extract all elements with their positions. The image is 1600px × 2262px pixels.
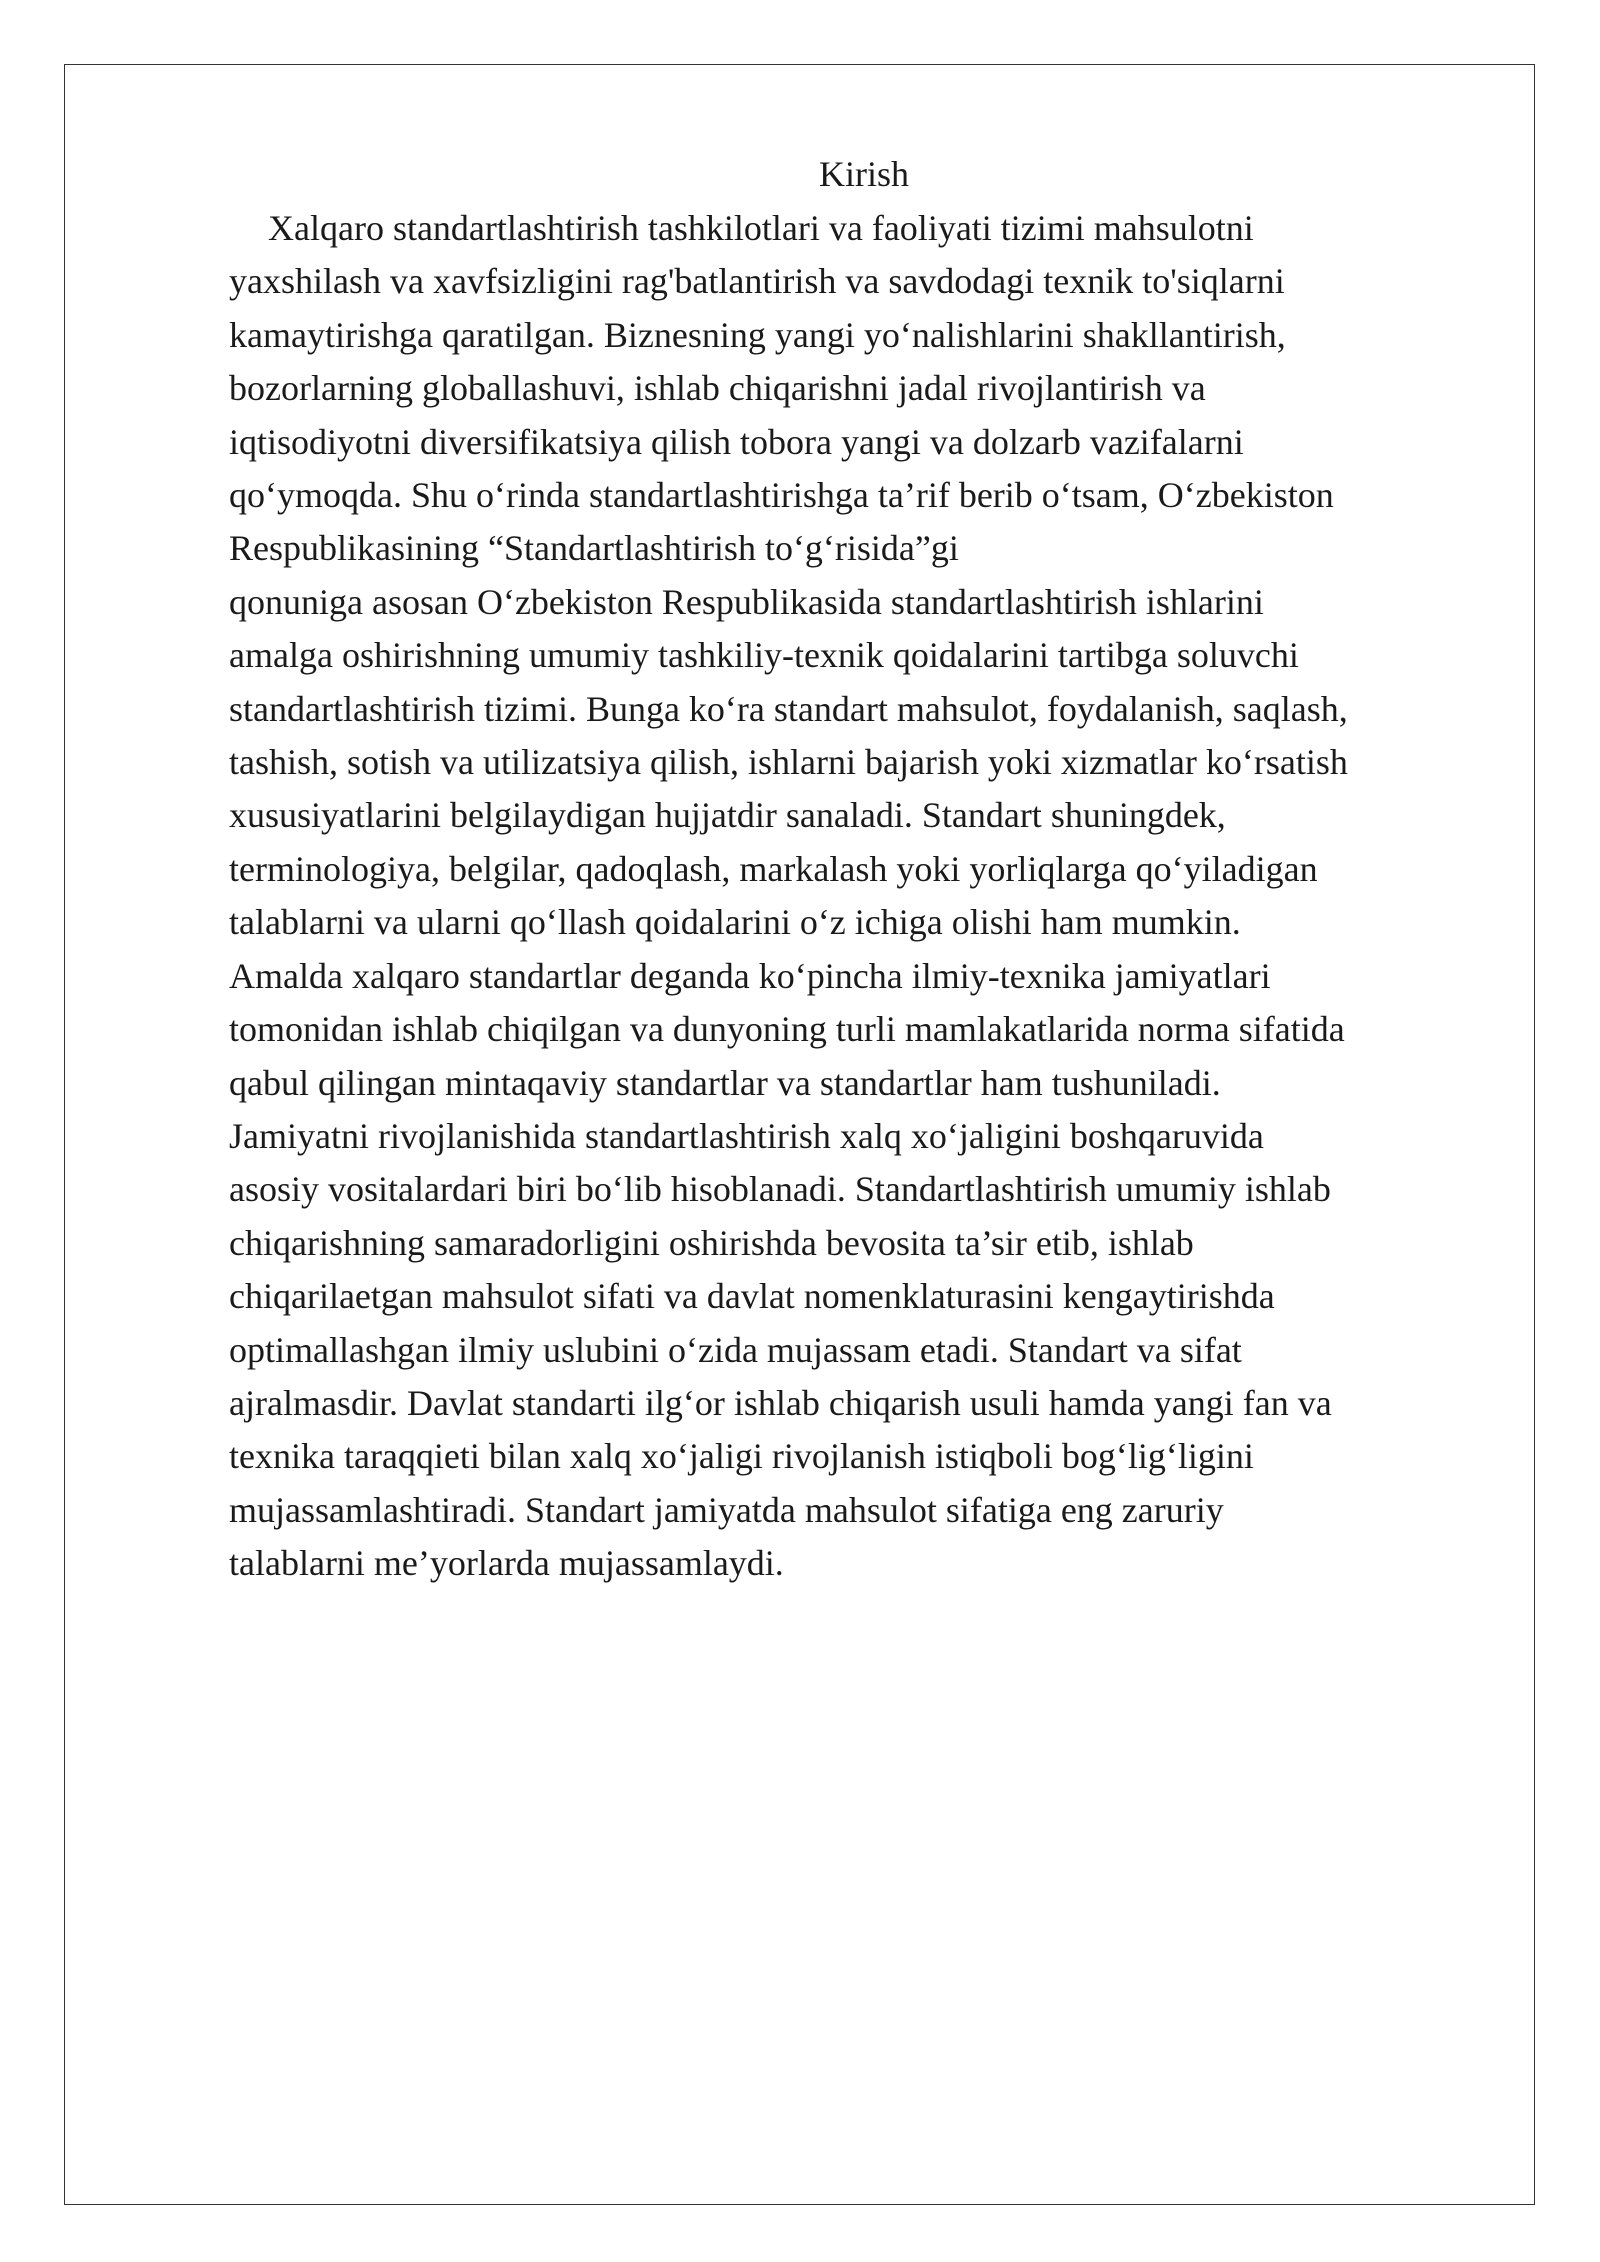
text-line: qonuniga asosan O‘zbekiston Respublikasida standartlashtirish ishlarini — [229, 581, 1264, 622]
text-line: tomonidan ishlab chiqilgan va dunyoning turli mamlakatlarida norma sifatida — [229, 1009, 1345, 1050]
document-title: Kirish — [819, 154, 909, 194]
text-line: chiqarishning samaradorligini oshirishda bevosita ta’sir etib, ishlab — [229, 1222, 1194, 1263]
text-line: yaxshilash va xavfsizligini rag'batlantirish va savdodagi texnik to'siqlarni — [229, 261, 1285, 302]
text-line: qo‘ymoqda. Shu o‘rinda standartlashtirishga ta’rif berib o‘tsam, O‘zbekiston — [229, 475, 1334, 516]
text-line: chiqarilaetgan mahsulot sifati va davlat nomenklaturasini kengaytirishda — [229, 1276, 1275, 1317]
text-line: optimallashgan ilmiy uslubini o‘zida mujassam etadi. Standart va sifat — [229, 1329, 1242, 1370]
text-line: terminologiya, belgilar, qadoqlash, markalash yoki yorliqlarga qo‘yiladigan — [229, 848, 1318, 889]
text-line: texnika taraqqieti bilan xalq xo‘jaligi rivojlanish istiqboli bog‘lig‘ligini — [229, 1436, 1254, 1477]
text-line: qabul qilingan mintaqaviy standartlar va standartlar ham tushuniladi. — [229, 1062, 1221, 1103]
text-line: mujassamlashtiradi. Standart jamiyatda mahsulot sifatiga eng zaruriy — [229, 1489, 1224, 1530]
text-line: Respublikasining “Standartlashtirish to‘g‘risida”gi — [229, 528, 959, 569]
text-line: Jamiyatni rivojlanishida standartlashtirish xalq xo‘jaligini boshqaruvida — [229, 1115, 1264, 1156]
text-line: bozorlarning globallashuvi, ishlab chiqarishni jadal rivojlantirish va — [229, 368, 1206, 409]
text-line: ajralmasdir. Davlat standarti ilg‘or ishlab chiqarish usuli hamda yangi fan va — [229, 1382, 1332, 1423]
text-line: Xalqaro standartlashtirish tashkilotlari va faoliyati tizimi mahsulotni — [268, 208, 1254, 248]
paragraph — [229, 202, 1499, 1591]
text-line: talablarni me’yorlarda mujassamlaydi. — [229, 1543, 784, 1584]
text-line: iqtisodiyotni diversifikatsiya qilish tobora yangi va dolzarb vazifalarni — [229, 421, 1244, 462]
text-line: kamaytirishga qaratilgan. Biznesning yangi yo‘nalishlarini shakllantirish, — [229, 314, 1286, 355]
text-line: standartlashtirish tizimi. Bunga ko‘ra standart mahsulot, foydalanish, saqlash, — [229, 688, 1348, 729]
text-line: talablarni va ularni qo‘llash qoidalarini o‘z ichiga olishi ham mumkin. — [229, 902, 1241, 943]
text-line: tashish, sotish va utilizatsiya qilish, ishlarni bajarish yoki xizmatlar ko‘rsatish — [229, 742, 1348, 783]
document-body — [229, 148, 1499, 1591]
text-line: Amalda xalqaro standartlar deganda ko‘pincha ilmiy-texnika jamiyatlari — [229, 955, 1271, 996]
text-line: xususiyatlarini belgilaydigan hujjatdir sanaladi. Standart shuningdek, — [229, 795, 1226, 836]
text-line: asosiy vositalardari biri bo‘lib hisoblanadi. Standartlashtirish umumiy ishlab — [229, 1169, 1331, 1210]
text-line: amalga oshirishning umumiy tashkiliy-texnik qoidalarini tartibga soluvchi — [229, 635, 1299, 676]
